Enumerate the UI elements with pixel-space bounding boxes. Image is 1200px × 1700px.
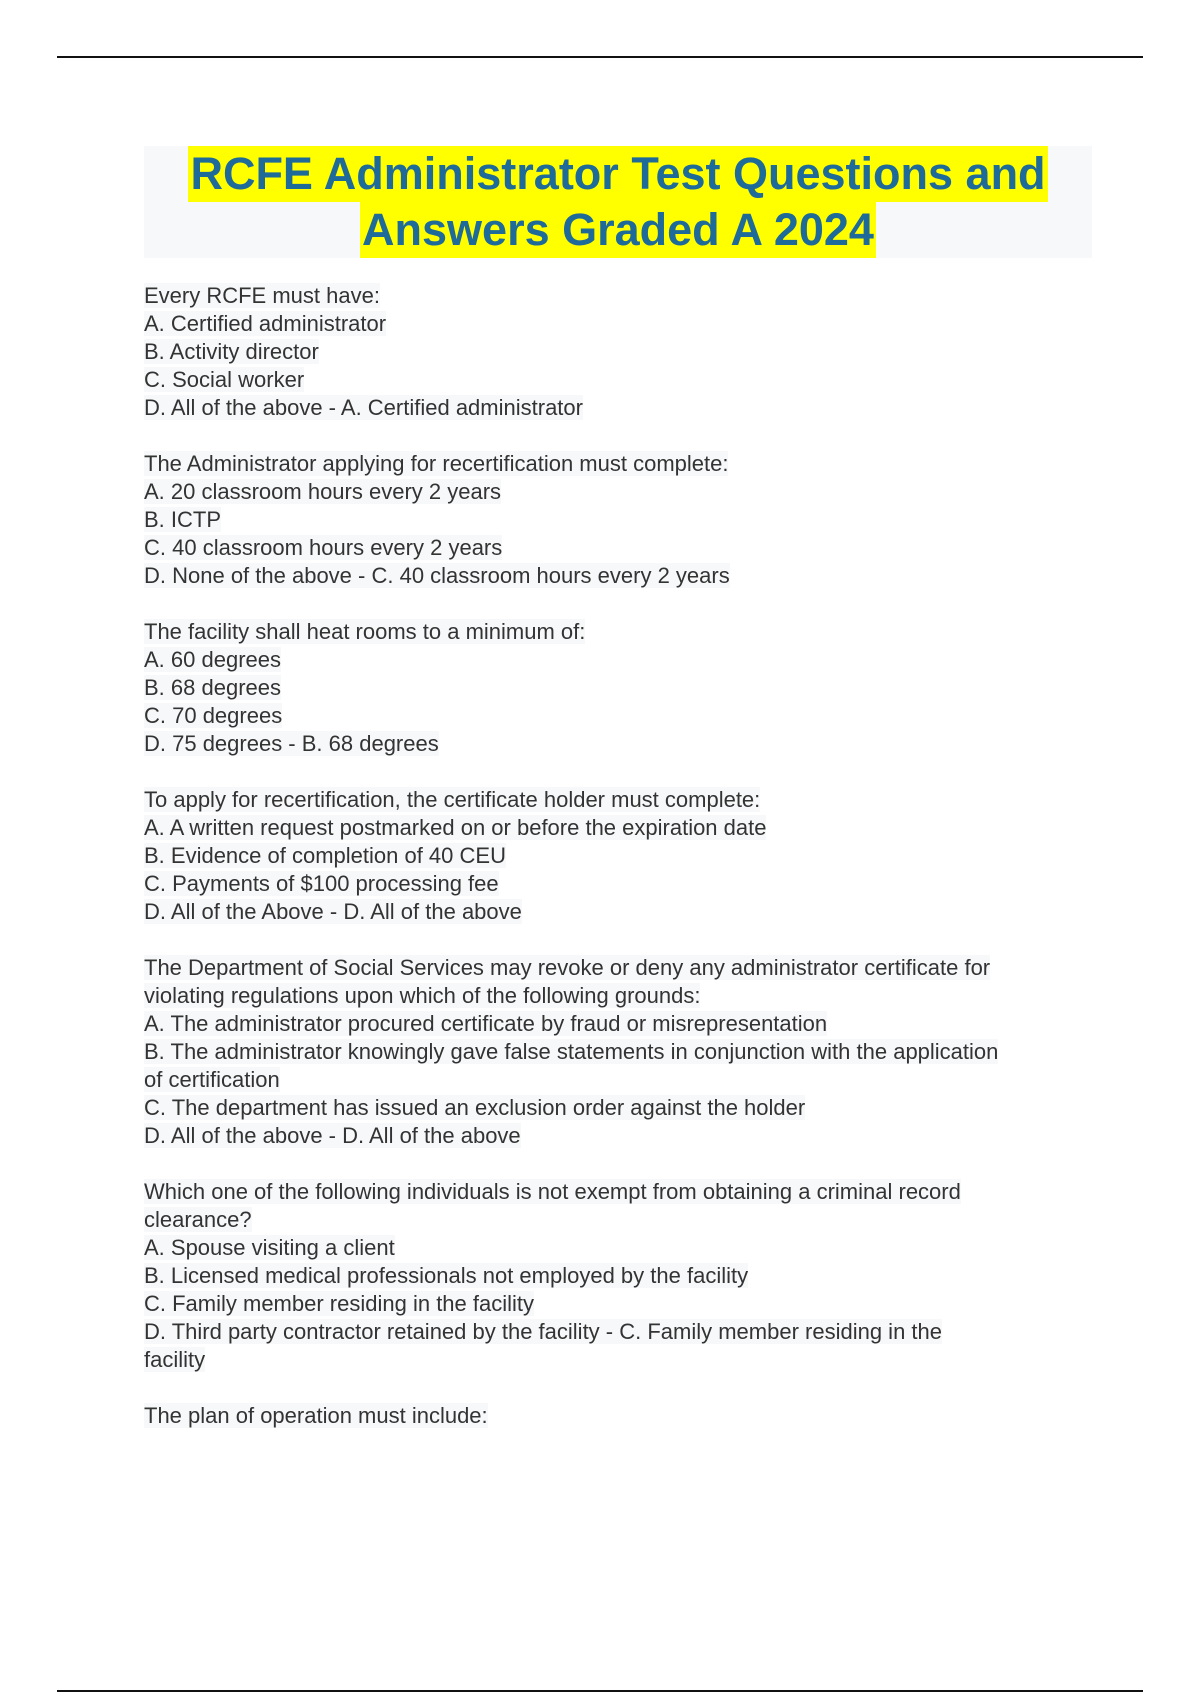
- line-text: A. Spouse visiting a client: [144, 1235, 395, 1260]
- answer-option-line: [144, 1318, 1099, 1346]
- question-text: [144, 282, 1099, 310]
- question-list: [144, 282, 1099, 1458]
- answer-option-line: [144, 562, 1099, 590]
- question-text: [144, 1402, 1099, 1430]
- question-text: [144, 954, 1099, 982]
- line-text: To apply for recertification, the certificate holder must complete:: [144, 787, 761, 812]
- title-line-2: Answers Graded A 2024: [360, 202, 876, 258]
- question-block: [144, 954, 1099, 1150]
- line-text: B. The administrator knowingly gave false statements in conjunction with the application: [144, 1039, 999, 1064]
- answer-option-line: [144, 1346, 1099, 1374]
- answer-option-line: [144, 534, 1099, 562]
- line-text: B. 68 degrees: [144, 675, 281, 700]
- answer-option-line: [144, 842, 1099, 870]
- line-text: Every RCFE must have:: [144, 283, 380, 308]
- answer-option-line: [144, 1262, 1099, 1290]
- answer-option-line: [144, 1066, 1099, 1094]
- answer-option-line: [144, 730, 1099, 758]
- answer-option-line: [144, 702, 1099, 730]
- line-text: The facility shall heat rooms to a minimum of:: [144, 619, 586, 644]
- answer-option-line: [144, 1206, 1099, 1234]
- line-text: A. Certified administrator: [144, 311, 387, 336]
- line-text: The Administrator applying for recertification must complete:: [144, 451, 729, 476]
- answer-option-line: [144, 898, 1099, 926]
- line-text: of certification: [144, 1067, 280, 1092]
- line-text: The plan of operation must include:: [144, 1403, 488, 1428]
- line-text: B. Activity director: [144, 339, 319, 364]
- question-text: [144, 618, 1099, 646]
- question-block: [144, 282, 1099, 422]
- top-rule: [57, 56, 1143, 58]
- line-text: C. Family member residing in the facility: [144, 1291, 535, 1316]
- answer-option-line: [144, 1122, 1099, 1150]
- line-text: B. ICTP: [144, 507, 222, 532]
- question-text: [144, 450, 1099, 478]
- question-block: [144, 450, 1099, 590]
- line-text: A. 20 classroom hours every 2 years: [144, 479, 502, 504]
- answer-option-line: [144, 310, 1099, 338]
- answer-option-line: [144, 366, 1099, 394]
- answer-option-line: [144, 1010, 1099, 1038]
- line-text: C. 40 classroom hours every 2 years: [144, 535, 503, 560]
- line-text: B. Evidence of completion of 40 CEU: [144, 843, 506, 868]
- answer-option-line: [144, 674, 1099, 702]
- answer-option-line: [144, 1234, 1099, 1262]
- answer-option-line: [144, 814, 1099, 842]
- bottom-rule: [57, 1690, 1143, 1692]
- answer-option-line: [144, 506, 1099, 534]
- answer-option-line: [144, 870, 1099, 898]
- line-text: D. None of the above - C. 40 classroom hours every 2 years: [144, 563, 730, 588]
- line-text: The Department of Social Services may revoke or deny any administrator certificate for: [144, 955, 991, 980]
- question-block: [144, 1178, 1099, 1374]
- line-text: B. Licensed medical professionals not employed by the facility: [144, 1263, 749, 1288]
- answer-option-line: [144, 1038, 1099, 1066]
- question-block: [144, 618, 1099, 758]
- line-text: C. 70 degrees: [144, 703, 283, 728]
- answer-option-line: [144, 1094, 1099, 1122]
- answer-option-line: [144, 338, 1099, 366]
- question-text: [144, 786, 1099, 814]
- question-block: [144, 1402, 1099, 1430]
- line-text: clearance?: [144, 1207, 252, 1232]
- answer-option-line: [144, 478, 1099, 506]
- line-text: violating regulations upon which of the following grounds:: [144, 983, 701, 1008]
- line-text: C. Social worker: [144, 367, 305, 392]
- question-text: [144, 1178, 1099, 1206]
- document-title: [144, 146, 1092, 258]
- line-text: C. The department has issued an exclusion order against the holder: [144, 1095, 806, 1120]
- answer-option-line: [144, 646, 1099, 674]
- line-text: D. Third party contractor retained by the facility - C. Family member residing in the: [144, 1319, 943, 1344]
- title-line-1: RCFE Administrator Test Questions and: [188, 146, 1047, 202]
- line-text: D. All of the above - A. Certified administrator: [144, 395, 583, 420]
- line-text: A. A written request postmarked on or before the expiration date: [144, 815, 767, 840]
- line-text: A. The administrator procured certificate by fraud or misrepresentation: [144, 1011, 828, 1036]
- line-text: D. All of the Above - D. All of the above: [144, 899, 522, 924]
- line-text: D. All of the above - D. All of the above: [144, 1123, 521, 1148]
- answer-option-line: [144, 1290, 1099, 1318]
- answer-option-line: [144, 982, 1099, 1010]
- line-text: A. 60 degrees: [144, 647, 281, 672]
- line-text: facility: [144, 1347, 206, 1372]
- line-text: D. 75 degrees - B. 68 degrees: [144, 731, 439, 756]
- answer-option-line: [144, 394, 1099, 422]
- line-text: Which one of the following individuals is not exempt from obtaining a criminal record: [144, 1179, 961, 1204]
- question-block: [144, 786, 1099, 926]
- line-text: C. Payments of $100 processing fee: [144, 871, 499, 896]
